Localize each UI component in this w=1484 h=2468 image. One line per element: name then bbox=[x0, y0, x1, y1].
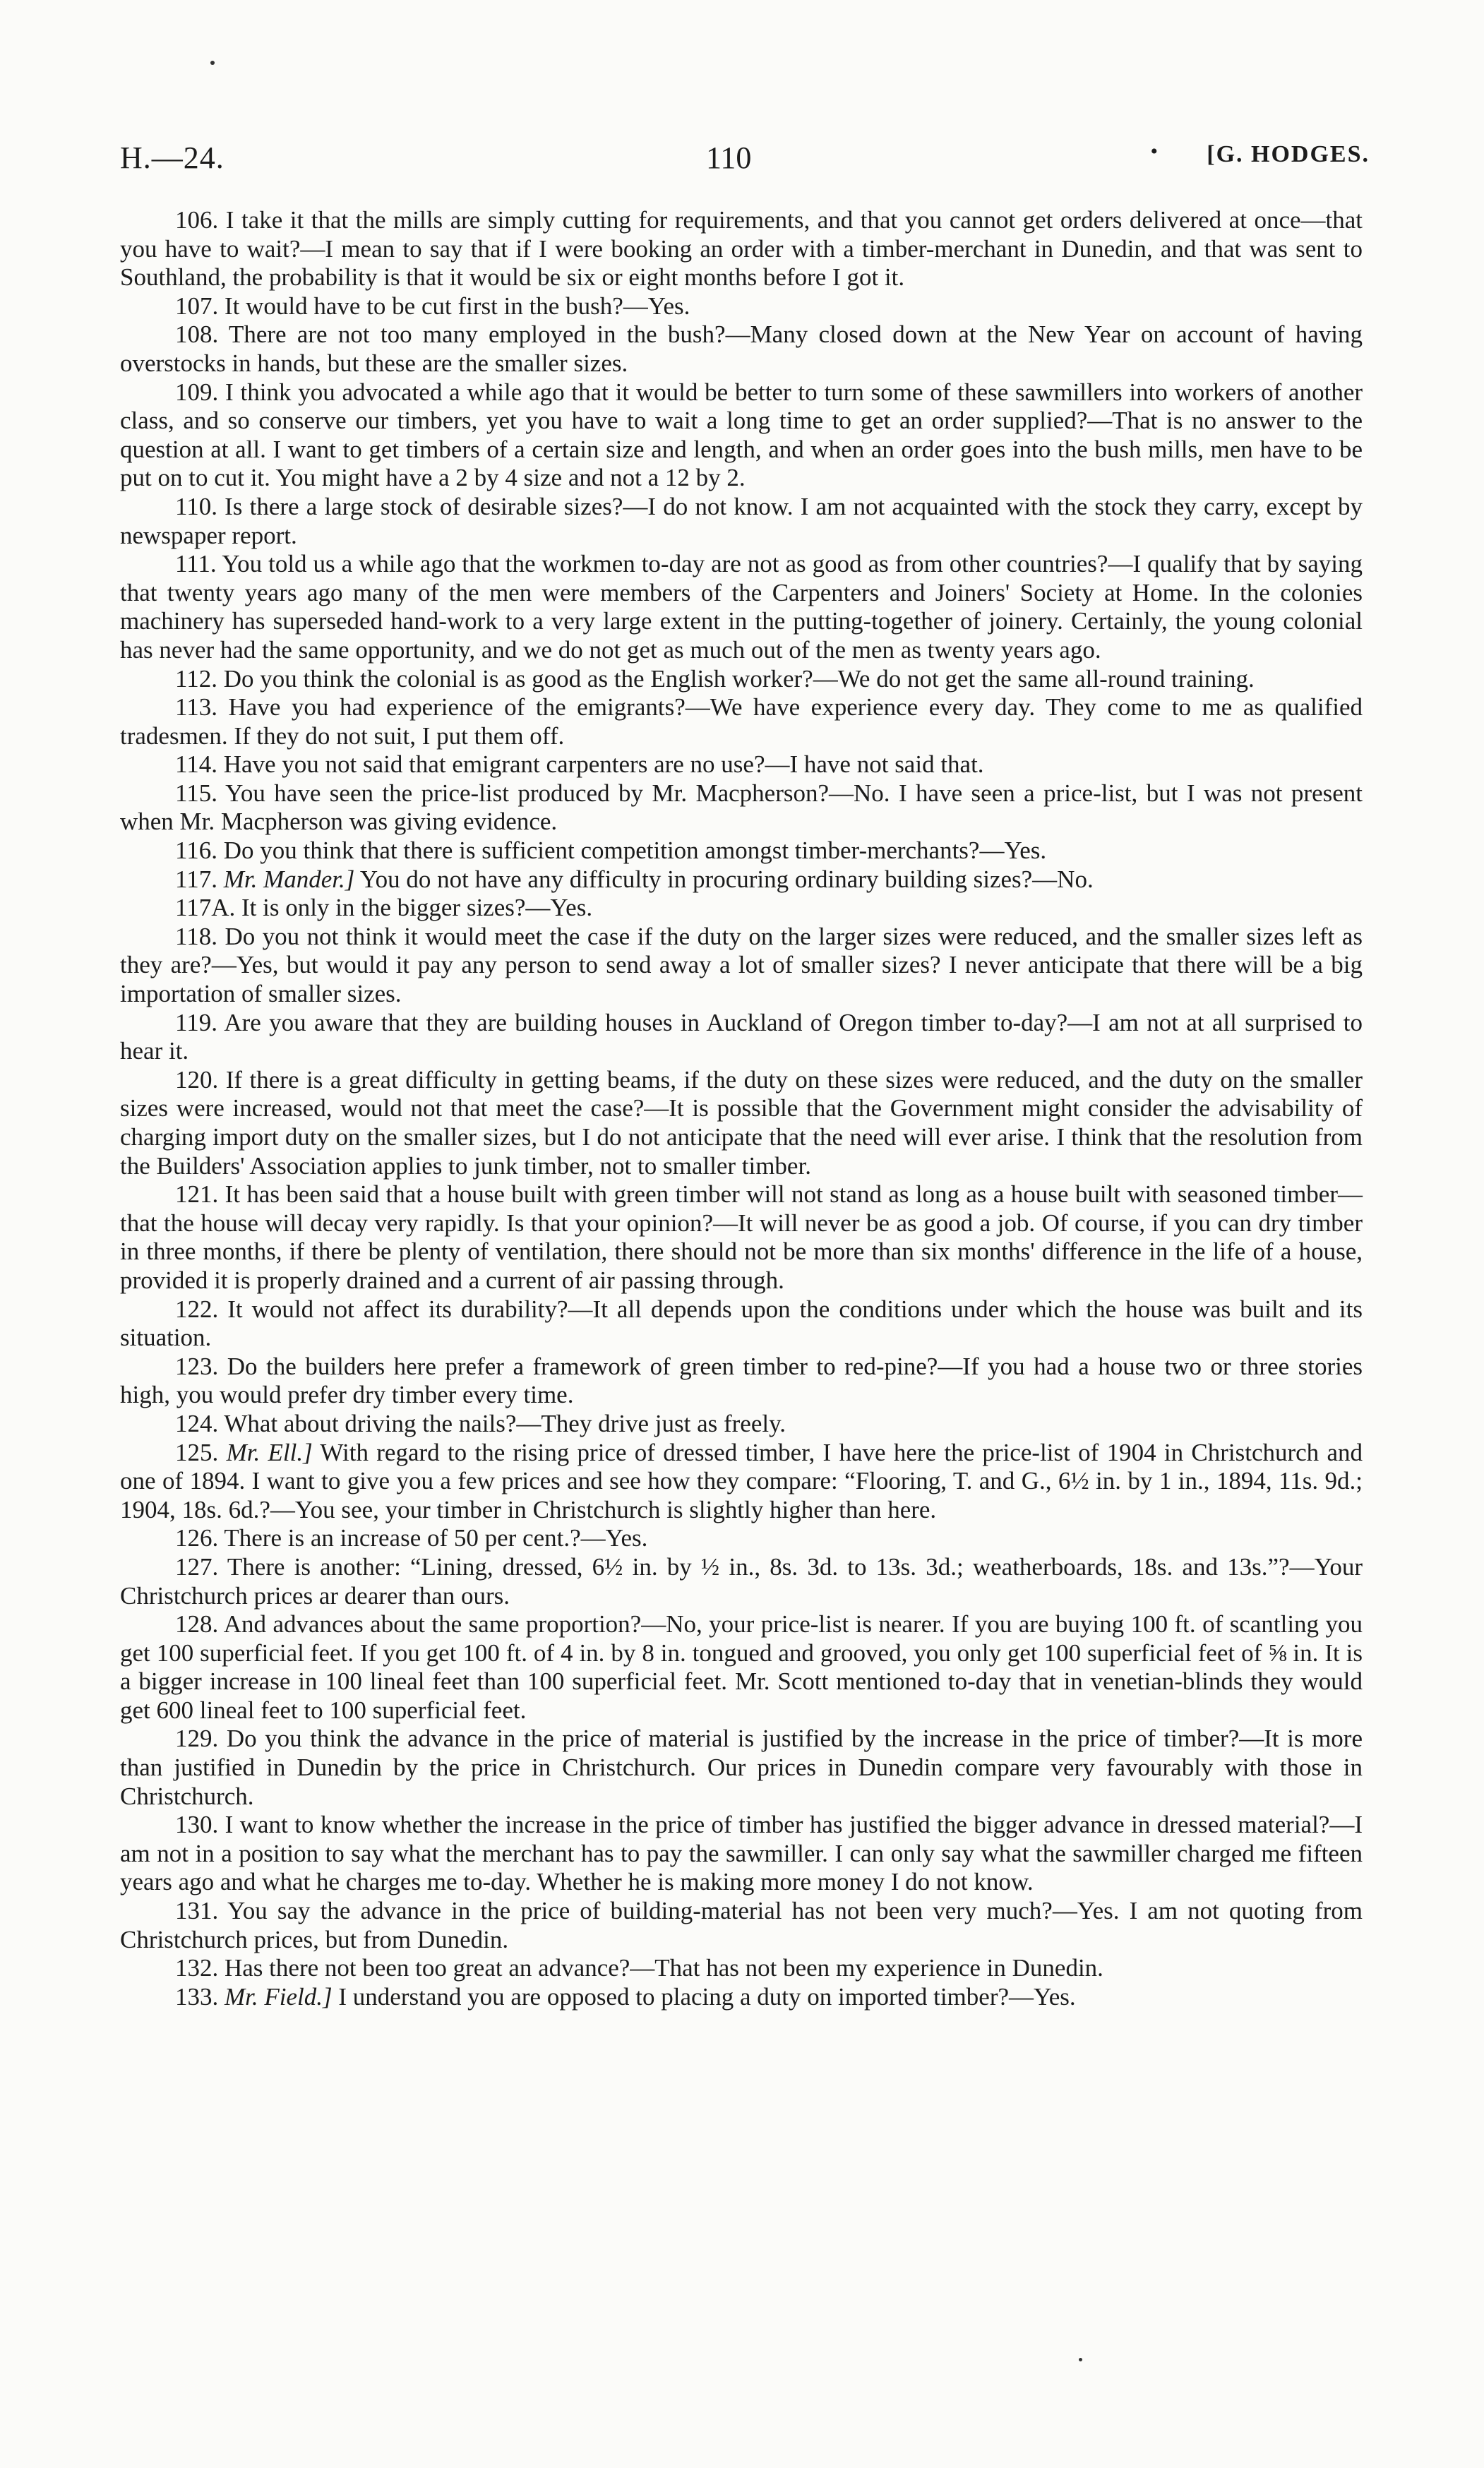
question-paragraph bbox=[120, 837, 1363, 865]
question-paragraph bbox=[120, 1410, 1363, 1439]
question-answer-text: I take it that the mills are simply cutting for requirements, and that you cannot get orders delivered at once—that you have to wait?—I mean to say that if I were booking an order with a timber-merchant in Dunedin, and that was sent to Southland, the probability is that it would be six or eight months before I got it. bbox=[120, 206, 1363, 292]
question-answer-text: I want to know whether the increase in the price of timber has justified the bigger advance in dressed material?—I am not in a position to say what the merchant has to pay the sawmiller. I can only say what the sawmiller charged me fifteen years ago and what he charges me to-day. Whether he is making more money I do not know. bbox=[120, 1811, 1363, 1896]
question-paragraph bbox=[120, 1610, 1363, 1725]
question-number: 115. bbox=[175, 779, 217, 807]
question-number: 117. bbox=[175, 865, 217, 893]
question-answer-text: I understand you are opposed to placing a duty on imported timber?—Yes. bbox=[338, 1982, 1076, 2011]
question-number: 114. bbox=[175, 750, 217, 779]
question-number: 121. bbox=[175, 1180, 219, 1209]
question-paragraph bbox=[120, 378, 1363, 493]
question-answer-text: With regard to the rising price of dressed timber, I have here the price-list of 1904 in Christchurch and one of 1894. I want to give you a few prices and see how they compare: “Flooring, T. and G., 6½ in. by 1 in., 1894, 11s. 9d.; 1904, 18s. 6d.?—You see, your timber in Christchurch is slightly higher than here. bbox=[120, 1438, 1363, 1523]
question-number: 131. bbox=[175, 1897, 219, 1925]
speaker-name: Mr. Field.] bbox=[225, 1982, 333, 2011]
question-paragraph bbox=[120, 750, 1363, 779]
question-paragraph bbox=[120, 1897, 1363, 1954]
question-paragraph bbox=[120, 779, 1363, 837]
question-number: 119. bbox=[175, 1008, 217, 1036]
question-paragraph bbox=[120, 1553, 1363, 1610]
question-number: 118. bbox=[175, 922, 217, 950]
evidence-body bbox=[120, 206, 1363, 2011]
question-number: 125. bbox=[175, 1438, 219, 1466]
question-answer-text: Have you had experience of the emigrants?—We have experience every day. They come to me as qualified tradesmen. If they do not suit, I put them off. bbox=[120, 693, 1363, 750]
question-number: 123. bbox=[175, 1352, 219, 1380]
question-answer-text: It would have to be cut first in the bush?—Yes. bbox=[225, 292, 690, 320]
question-number: 106. bbox=[175, 206, 219, 234]
question-answer-text: Do the builders here prefer a framework of green timber to red-pine?—If you had a house two or three stories high, you would prefer dry timber every time. bbox=[120, 1352, 1363, 1409]
question-number: 109. bbox=[175, 378, 219, 406]
question-answer-text: You told us a while ago that the workmen to-day are not as good as from other countries?—I qualify that by saying that twenty years ago many of the men were members of the Carpenters and Joiners' Society at Home. In the colonies machinery has superseded hand-work to a very large extent in the putting-together of joinery. Certainly, the young colonial has never had the same opportunity, and we do not get as much out of the men as twenty years ago. bbox=[120, 550, 1363, 664]
question-paragraph bbox=[120, 321, 1363, 378]
question-paragraph bbox=[120, 292, 1363, 321]
question-paragraph bbox=[120, 1811, 1363, 1897]
question-answer-text: There are not too many employed in the bush?—Many closed down at the New Year on account of having overstocks in hands, but these are the smaller sizes. bbox=[120, 321, 1363, 377]
question-answer-text: Do you not think it would meet the case if the duty on the larger sizes were reduced, and the smaller sizes left as they are?—Yes, but would it pay any person to send away a lot of smaller sizes? I never anticipate that there will be a big importation of smaller sizes. bbox=[120, 922, 1363, 1008]
document-reference: H.—24. bbox=[120, 140, 225, 175]
question-answer-text: Is there a large stock of desirable sizes?—I do not know. I am not acquainted with the stock they carry, except by newspaper report. bbox=[120, 492, 1363, 549]
page-number: 110 bbox=[706, 140, 752, 175]
question-answer-text: There is an increase of 50 per cent.?—Yes. bbox=[224, 1524, 648, 1552]
question-answer-text: Do you think the advance in the price of material is justified by the increase in the price of timber?—It is more than justified in Dunedin by the price in Christchurch. Our prices in Dunedin compare very favourably with those in Christchurch. bbox=[120, 1725, 1363, 1810]
question-answer-text: What about driving the nails?—They drive just as freely. bbox=[224, 1409, 786, 1437]
question-answer-text: You do not have any difficulty in procuring ordinary building sizes?—No. bbox=[359, 865, 1094, 893]
question-number: 111. bbox=[175, 550, 217, 578]
question-answer-text: If there is a great difficulty in getting beams, if the duty on these sizes were reduced, and the duty on the smaller sizes were increased, would not that meet the case?—It is possible that the Government might consider the advisability of charging import duty on the smaller sizes, but I do not anticipate that the need will ever arise. I think that the resolution from the Builders' Association applies to junk timber, not to smaller timber. bbox=[120, 1065, 1363, 1180]
question-paragraph bbox=[120, 923, 1363, 1009]
question-number: 122. bbox=[175, 1295, 219, 1323]
question-number: 127. bbox=[175, 1552, 219, 1581]
question-answer-text: You say the advance in the price of building-material has not been very much?—Yes. I am not quoting from Christchurch prices, but from Dunedin. bbox=[120, 1897, 1363, 1953]
question-number: 129. bbox=[175, 1725, 219, 1753]
page-header bbox=[120, 140, 1370, 182]
question-paragraph bbox=[120, 1180, 1363, 1295]
question-number: 124. bbox=[175, 1409, 219, 1437]
question-paragraph bbox=[120, 865, 1363, 894]
question-paragraph bbox=[120, 1439, 1363, 1525]
question-number: 108. bbox=[175, 321, 219, 349]
question-answer-text: Do you think the colonial is as good as the English worker?—We do not get the same all-round training. bbox=[223, 664, 1255, 693]
question-answer-text: Are you aware that they are building houses in Auckland of Oregon timber to-day?—I am not at all surprised to hear it. bbox=[120, 1008, 1363, 1065]
question-answer-text: Have you not said that emigrant carpenters are no use?—I have not said that. bbox=[223, 750, 984, 779]
question-number: 128. bbox=[175, 1610, 219, 1639]
question-answer-text: It is only in the bigger sizes?—Yes. bbox=[241, 894, 593, 922]
speck-mark bbox=[1079, 2358, 1082, 2361]
question-paragraph bbox=[120, 1353, 1363, 1410]
question-paragraph bbox=[120, 550, 1363, 664]
speaker-name: Mr. Mander.] bbox=[223, 865, 355, 893]
question-number: 113. bbox=[175, 693, 217, 721]
question-paragraph bbox=[120, 693, 1363, 750]
question-paragraph bbox=[120, 1954, 1363, 1983]
question-number: 126. bbox=[175, 1524, 219, 1552]
question-answer-text: And advances about the same proportion?—No, your price-list is nearer. If you are buying 100 ft. of scantling you get 100 superficial feet. If you get 100 ft. of 4 in. by 8 in. tongued and grooved, you only get 100 superficial feet of ⅝ in. It is a bigger increase in 100 lineal feet than 100 superficial feet. Mr. Scott mentioned to-day that in venetian-blinds they would get 600 lineal feet to 100 superficial feet. bbox=[120, 1610, 1363, 1724]
question-number: 110. bbox=[175, 492, 217, 520]
question-number: 120. bbox=[175, 1065, 219, 1094]
witness-name: [G. HODGES. bbox=[1207, 141, 1370, 167]
question-paragraph bbox=[120, 1066, 1363, 1180]
question-number: 112. bbox=[175, 664, 217, 693]
question-answer-text: It has been said that a house built with green timber will not stand as long as a house built with seasoned timber—that the house will decay very rapidly. Is that your opinion?—It will never be as good a job. Of course, if you can dry timber in three months, if there be plenty of ventilation, there should not be more than six months' difference in the life of a house, provided it is properly drained and a current of air passing through. bbox=[120, 1180, 1363, 1294]
question-answer-text: I think you advocated a while ago that it would be better to turn some of these sawmillers into workers of another class, and so conserve our timbers, yet you have to wait a long time to get an order supplied?—That is no answer to the question at all. I want to get timbers of a certain size and length, and when an order goes into the bush mills, men have to be put on to cut it. You might have a 2 by 4 size and not a 12 by 2. bbox=[120, 378, 1363, 492]
question-paragraph bbox=[120, 493, 1363, 550]
speck-mark bbox=[210, 61, 215, 65]
question-paragraph bbox=[120, 1295, 1363, 1353]
speaker-name: Mr. Ell.] bbox=[226, 1438, 313, 1466]
question-number: 117A. bbox=[175, 894, 236, 922]
question-number: 132. bbox=[175, 1954, 219, 1982]
question-number: 130. bbox=[175, 1811, 219, 1839]
question-answer-text: There is another: “Lining, dressed, 6½ in. by ½ in., 8s. 3d. to 13s. 3d.; weatherboards, 18s. and 13s.”?—Your Christchurch prices ar dearer than ours. bbox=[120, 1552, 1363, 1610]
question-paragraph bbox=[120, 1983, 1363, 2012]
question-answer-text: It would not affect its durability?—It all depends upon the conditions under which the house was built and its situation. bbox=[120, 1295, 1363, 1352]
header-bullet: • bbox=[1150, 140, 1158, 163]
question-paragraph bbox=[120, 1009, 1363, 1066]
question-paragraph bbox=[120, 894, 1363, 923]
question-paragraph bbox=[120, 1524, 1363, 1553]
question-answer-text: Has there not been too great an advance?—That has not been my experience in Dunedin. bbox=[225, 1954, 1103, 1982]
question-paragraph bbox=[120, 665, 1363, 694]
question-paragraph bbox=[120, 206, 1363, 292]
question-answer-text: Do you think that there is sufficient competition amongst timber-merchants?—Yes. bbox=[223, 837, 1047, 865]
question-number: 133. bbox=[175, 1982, 219, 2011]
question-answer-text: You have seen the price-list produced by Mr. Macpherson?—No. I have seen a price-list, but I was not present when Mr. Macpherson was giving evidence. bbox=[120, 779, 1363, 836]
question-number: 116. bbox=[175, 837, 217, 865]
question-paragraph bbox=[120, 1725, 1363, 1811]
question-number: 107. bbox=[175, 292, 219, 320]
